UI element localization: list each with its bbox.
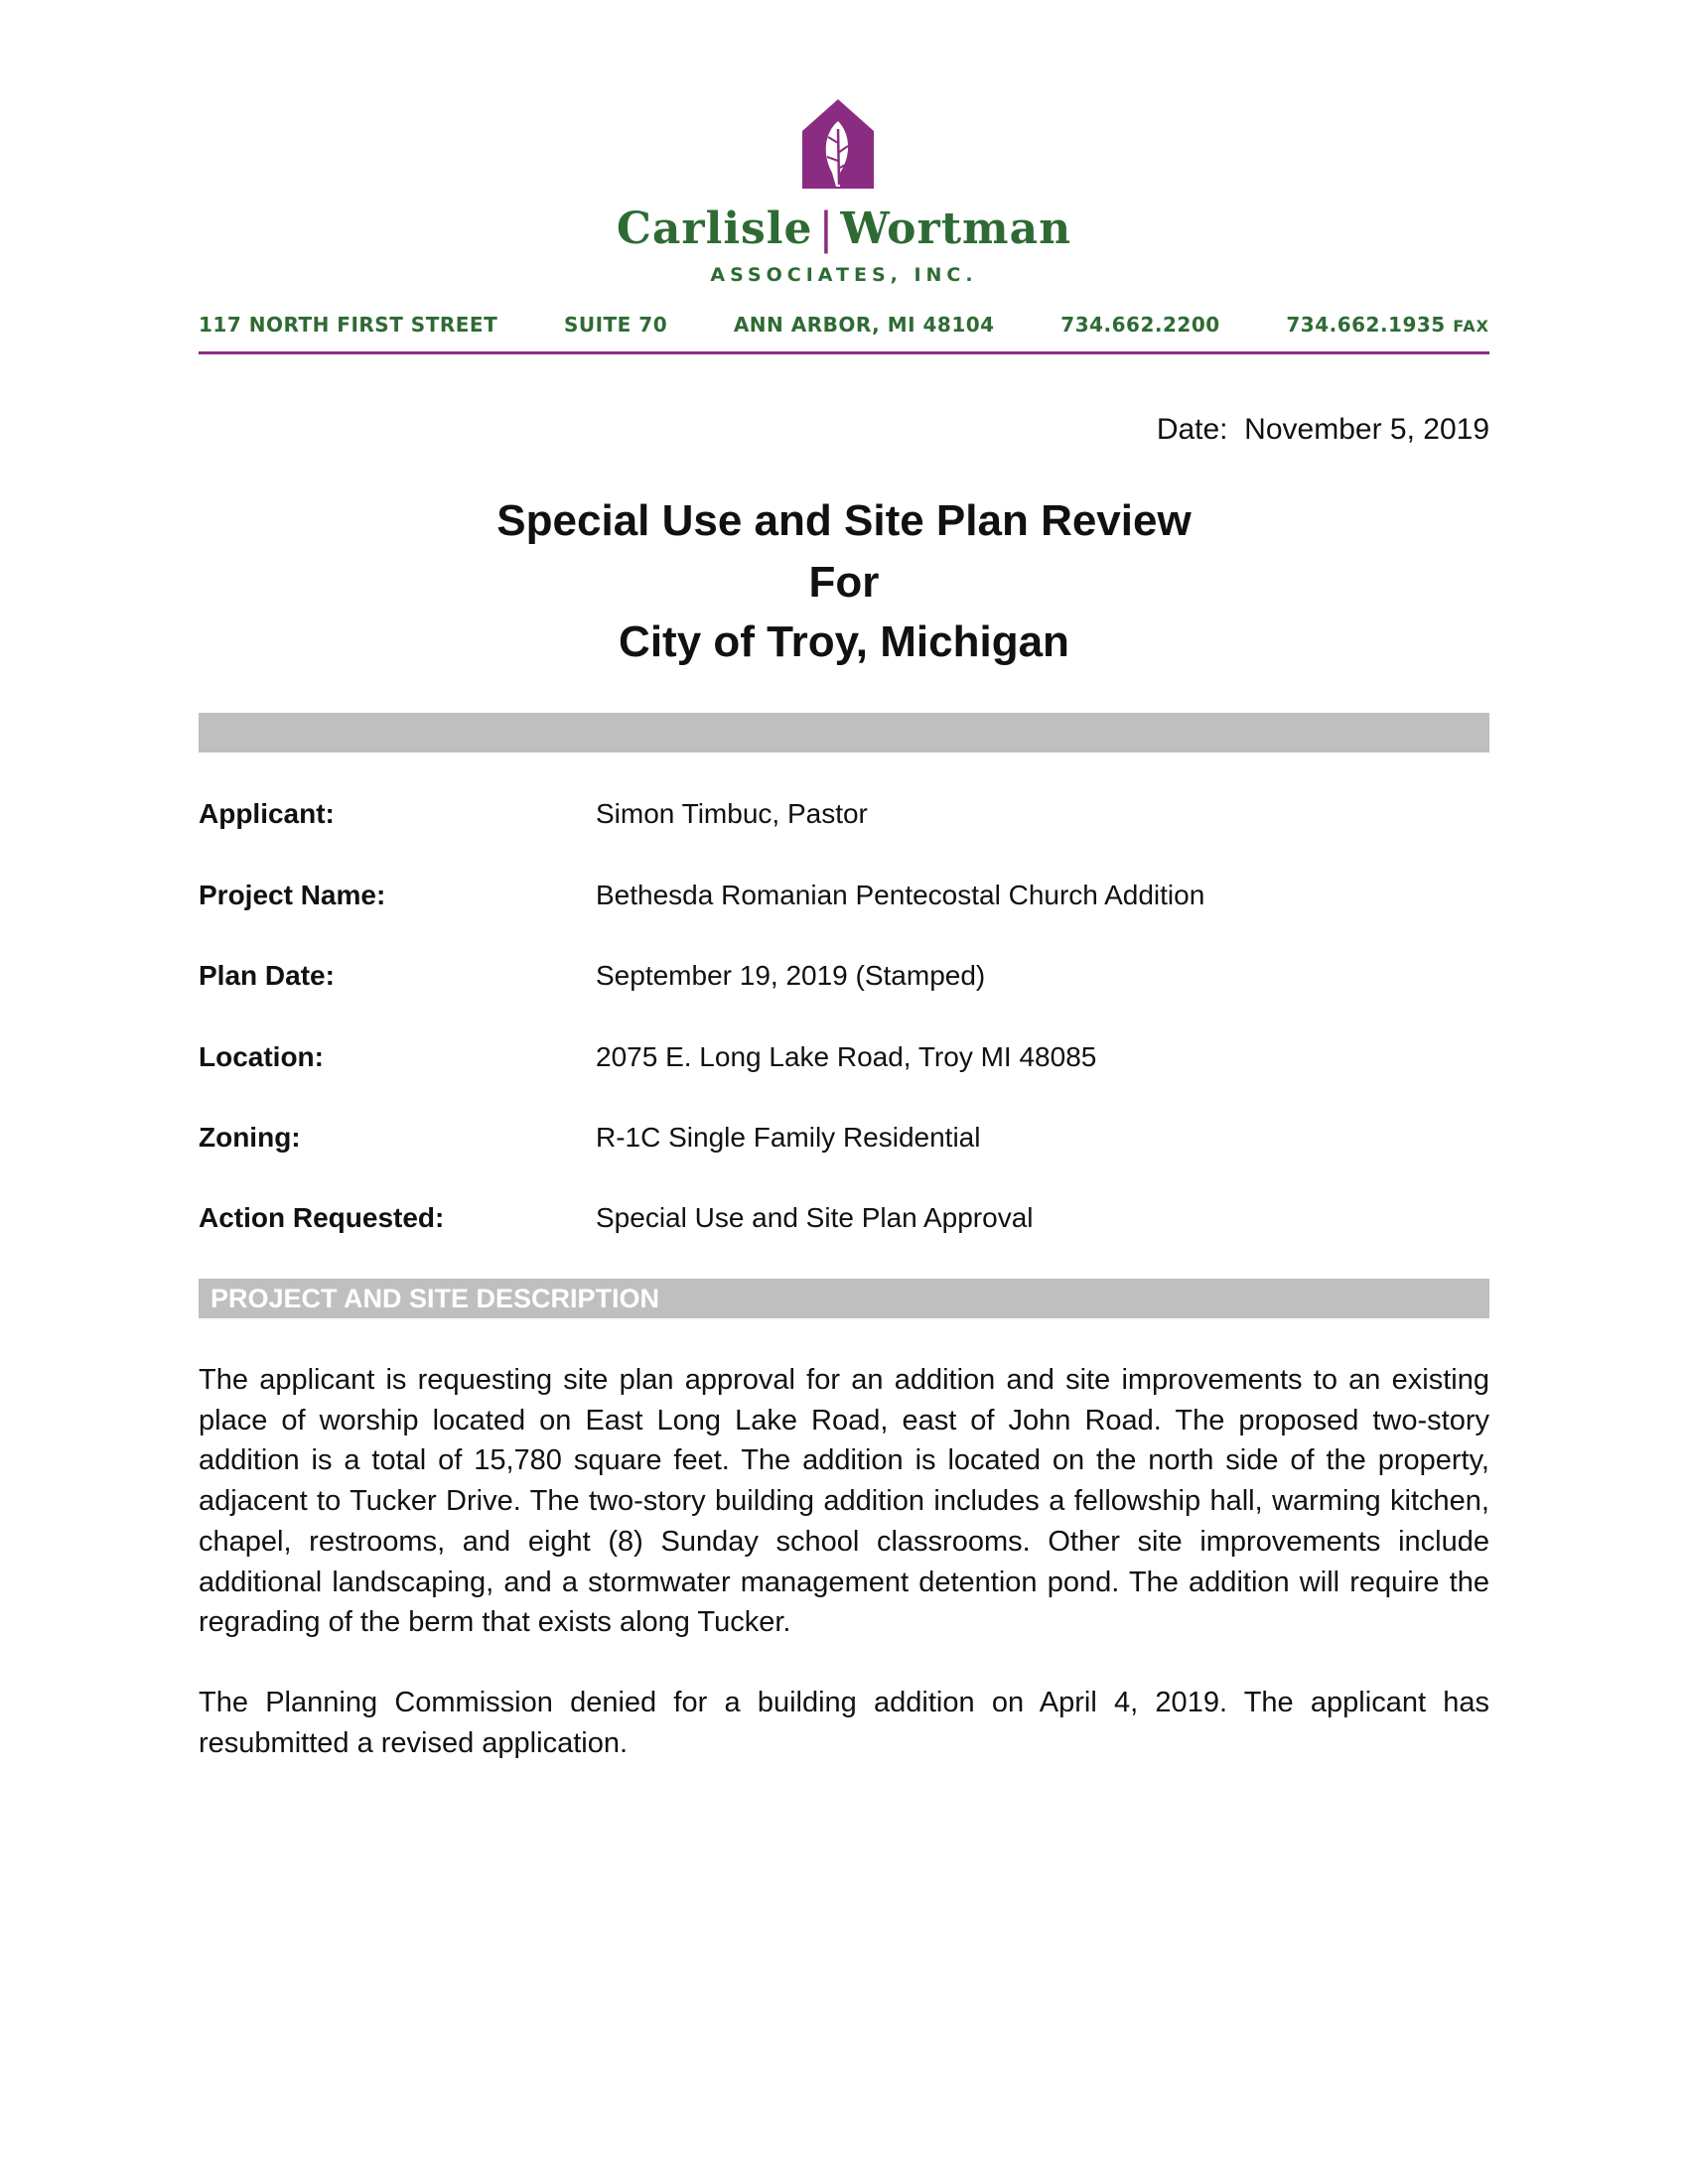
brand-separator: | (818, 204, 835, 254)
title-line-3: City of Troy, Michigan (619, 617, 1069, 666)
field-value-action-requested: Special Use and Site Plan Approval (596, 1202, 1034, 1233)
field-value-project-name: Bethesda Romanian Pentecostal Church Addition (596, 880, 1205, 910)
field-value-location: 2075 E. Long Lake Road, Troy MI 48085 (596, 1041, 1097, 1072)
title-line-1: Special Use and Site Plan Review (496, 496, 1192, 545)
field-label-zoning: Zoning: (199, 1122, 301, 1153)
brand-subtitle: ASSOCIATES, INC. (710, 264, 978, 286)
address-line (199, 313, 1489, 337)
brand-left: Carlisle (616, 204, 813, 254)
brand-right: Wortman (840, 204, 1072, 254)
document-date: Date: November 5, 2019 (1156, 413, 1489, 446)
description-paragraph: The applicant is requesting site plan approval for an addition and site improvements to an existing place of worship located on East Long Lake Road, east of John Road. The proposed two-story addition is a total of 15,780 square feet. The addition is located on the north side of the property, adjacent to Tucker Drive. The two-story building addition includes a fellowship hall, warming kitchen, chapel, restrooms, and eight (8) Sunday school classrooms. Other site improvements include additional landscaping, and a stormwater management detention pond. The addition will require the regrading of the berm that exists along Tucker. (199, 1364, 1489, 1639)
letterhead-divider (199, 351, 1489, 354)
fax (1286, 313, 1489, 337)
street-address: 117 NORTH FIRST STREET (199, 313, 498, 337)
phone: 734.662.2200 (1060, 313, 1220, 337)
title-line-2: For (808, 558, 880, 607)
field-label-action-requested: Action Requested: (199, 1202, 445, 1233)
field-label-project-name: Project Name: (199, 880, 386, 910)
field-label-plan-date: Plan Date: (199, 960, 335, 991)
brand-name (0, 204, 1688, 254)
header-divider-bar (199, 713, 1489, 752)
suite: SUITE 70 (563, 313, 668, 337)
house-leaf-icon (802, 99, 874, 189)
fax-number: 734.662.1935 (1286, 313, 1446, 337)
field-value-applicant: Simon Timbuc, Pastor (596, 798, 868, 829)
city-state-zip: ANN ARBOR, MI 48104 (733, 313, 995, 337)
fax-label: FAX (1453, 317, 1489, 336)
history-paragraph: The Planning Commission denied for a building addition on April 4, 2019. The applicant has resubmitted a revised application. (199, 1687, 1489, 1759)
field-value-plan-date: September 19, 2019 (Stamped) (596, 960, 986, 991)
field-label-location: Location: (199, 1041, 324, 1072)
field-label-applicant: Applicant: (199, 798, 335, 829)
section-title: PROJECT AND SITE DESCRIPTION (211, 1284, 660, 1313)
field-value-zoning: R-1C Single Family Residential (596, 1122, 981, 1153)
